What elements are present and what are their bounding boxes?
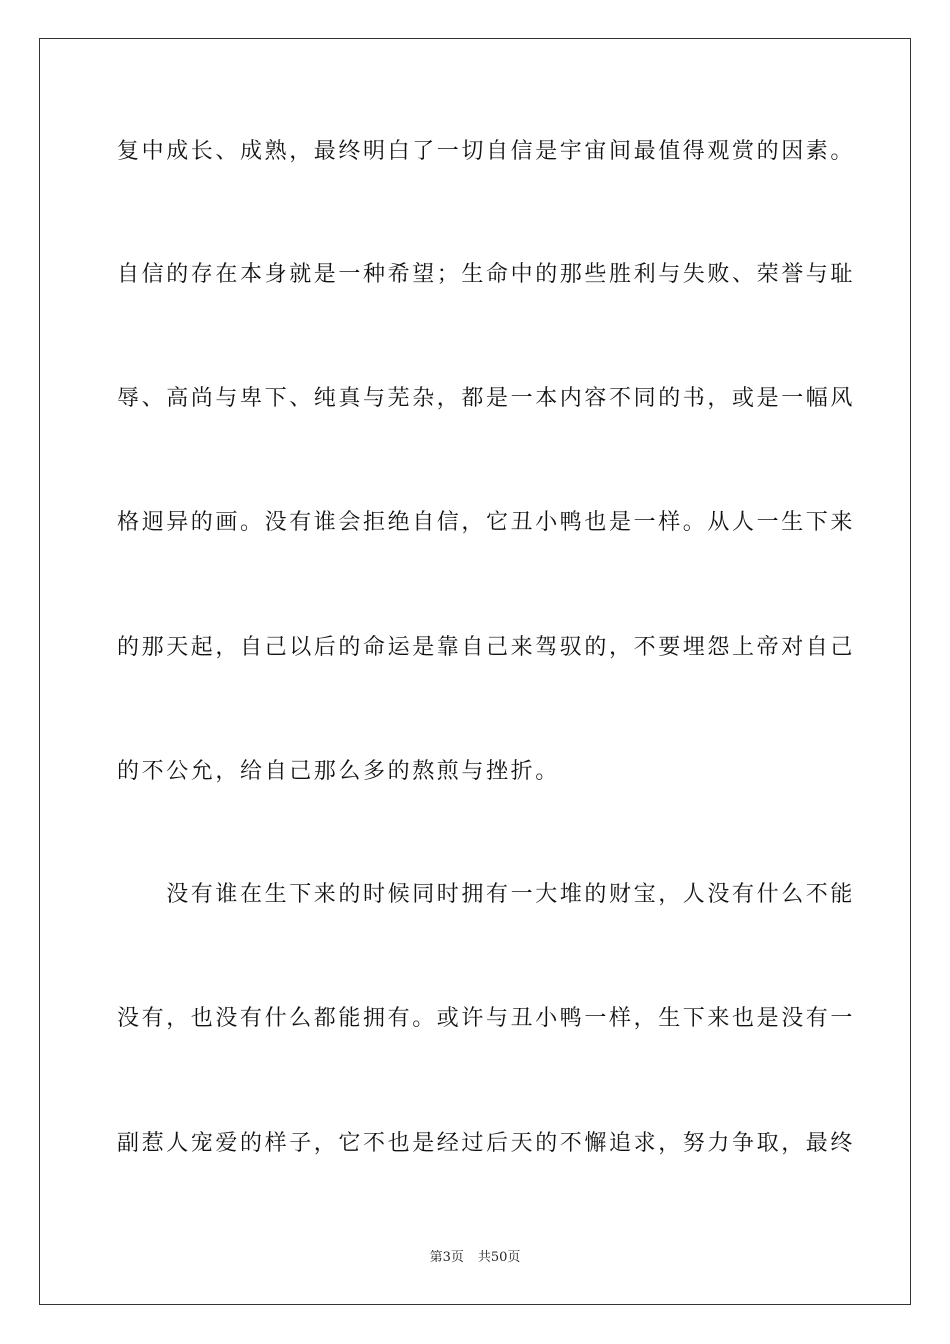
text-line-8: 没有，也没有什么都能拥有。或许与丑小鸭一样，生下来也是没有一: [117, 1006, 856, 1031]
page-border: [39, 38, 911, 1305]
text-line-7: 没有谁在生下来的时候同时拥有一大堆的财宝，人没有什么不能: [117, 882, 856, 907]
text-line-3: 辱、高尚与卑下、纯真与芜杂，都是一本内容不同的书，或是一幅风: [117, 386, 856, 411]
page-footer: [0, 1246, 950, 1265]
total-pages: 共50页: [477, 1250, 521, 1265]
page-number: 第3页: [429, 1250, 464, 1265]
text-line-5: 的那天起，自己以后的命运是靠自己来驾驭的，不要埋怨上帝对自己: [117, 635, 856, 660]
text-line-1: 复中成长、成熟，最终明白了一切自信是宇宙间最值得观赏的因素。: [117, 139, 856, 164]
text-line-9: 副惹人宠爱的样子，它不也是经过后天的不懈追求，努力争取，最终: [117, 1131, 856, 1156]
text-line-2: 自信的存在本身就是一种希望；生命中的那些胜利与失败、荣誉与耻: [117, 262, 856, 287]
text-line-4: 格迥异的画。没有谁会拒绝自信，它丑小鸭也是一样。从人一生下来: [117, 510, 856, 535]
text-line-6: 的不公允，给自己那么多的熬煎与挫折。: [117, 759, 560, 784]
